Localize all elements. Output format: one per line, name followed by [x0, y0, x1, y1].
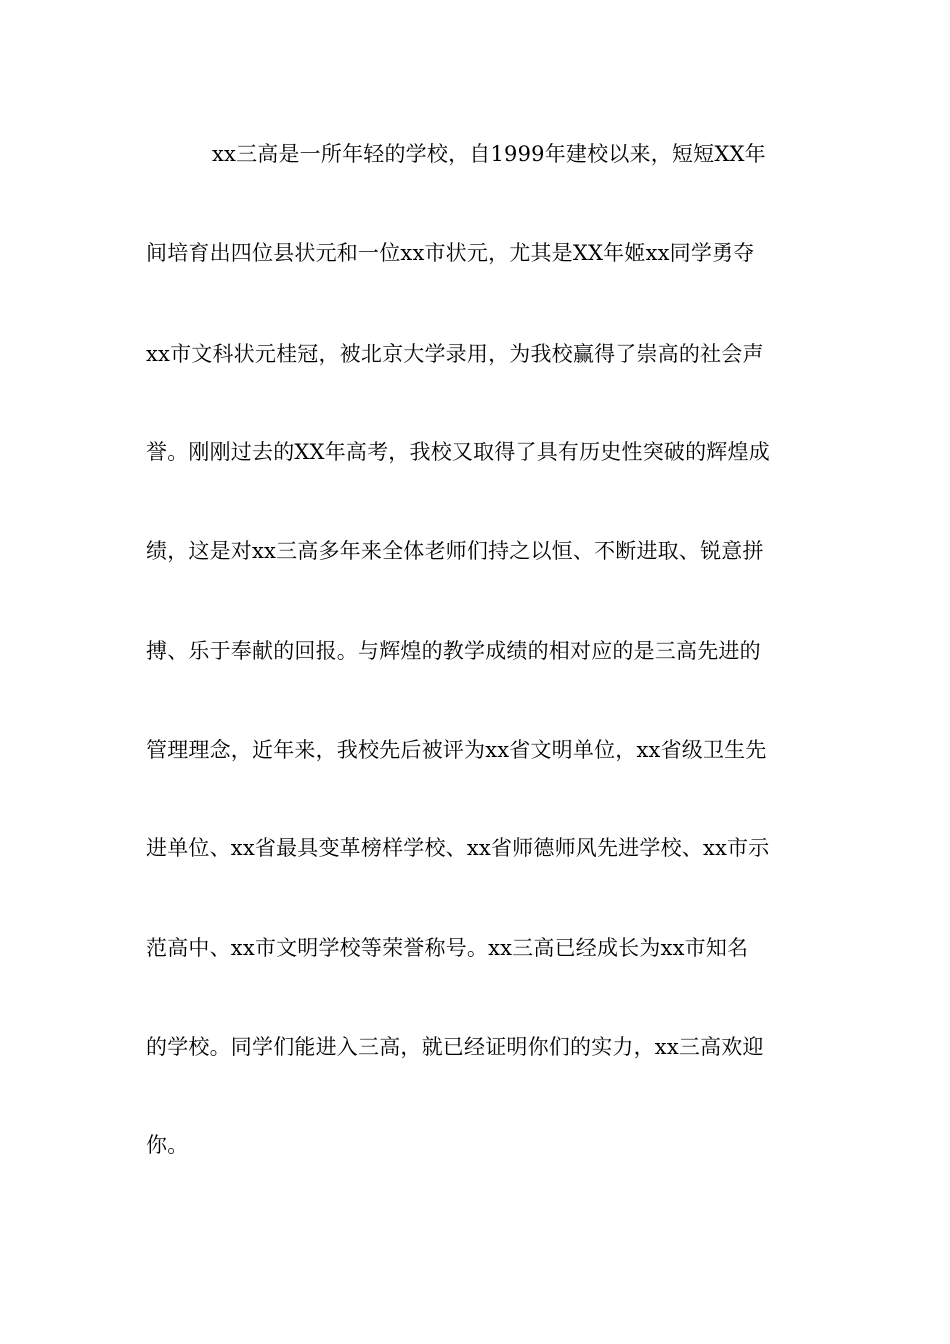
- paragraph-line: 誉。刚刚过去的XX年高考，我校又取得了具有历史性突破的辉煌成: [146, 440, 770, 464]
- paragraph-line: 绩，这是对xx三高多年来全体老师们持之以恒、不断进取、锐意拼: [146, 539, 764, 563]
- paragraph-line: 搏、乐于奉献的回报。与辉煌的教学成绩的相对应的是三高先进的: [146, 639, 761, 663]
- paragraph-line: 管理理念，近年来，我校先后被评为xx省文明单位，xx省级卫生先: [146, 738, 767, 762]
- paragraph-line: 范高中、xx市文明学校等荣誉称号。xx三高已经成长为xx市知名: [146, 936, 749, 960]
- paragraph-line: xx三高是一所年轻的学校，自1999年建校以来，短短XX年: [212, 142, 766, 166]
- paragraph-line: 间培育出四位县状元和一位xx市状元，尤其是XX年姬xx同学勇夺: [146, 241, 755, 265]
- paragraph-line: 进单位、xx省最具变革榜样学校、xx省师德师风先进学校、xx市示: [146, 836, 770, 860]
- paragraph-line: 你。: [146, 1133, 189, 1157]
- paragraph-line: xx市文科状元桂冠，被北京大学录用，为我校赢得了崇高的社会声: [146, 342, 764, 366]
- paragraph-line: 的学校。同学们能进入三高，就已经证明你们的实力，xx三高欢迎: [146, 1035, 764, 1059]
